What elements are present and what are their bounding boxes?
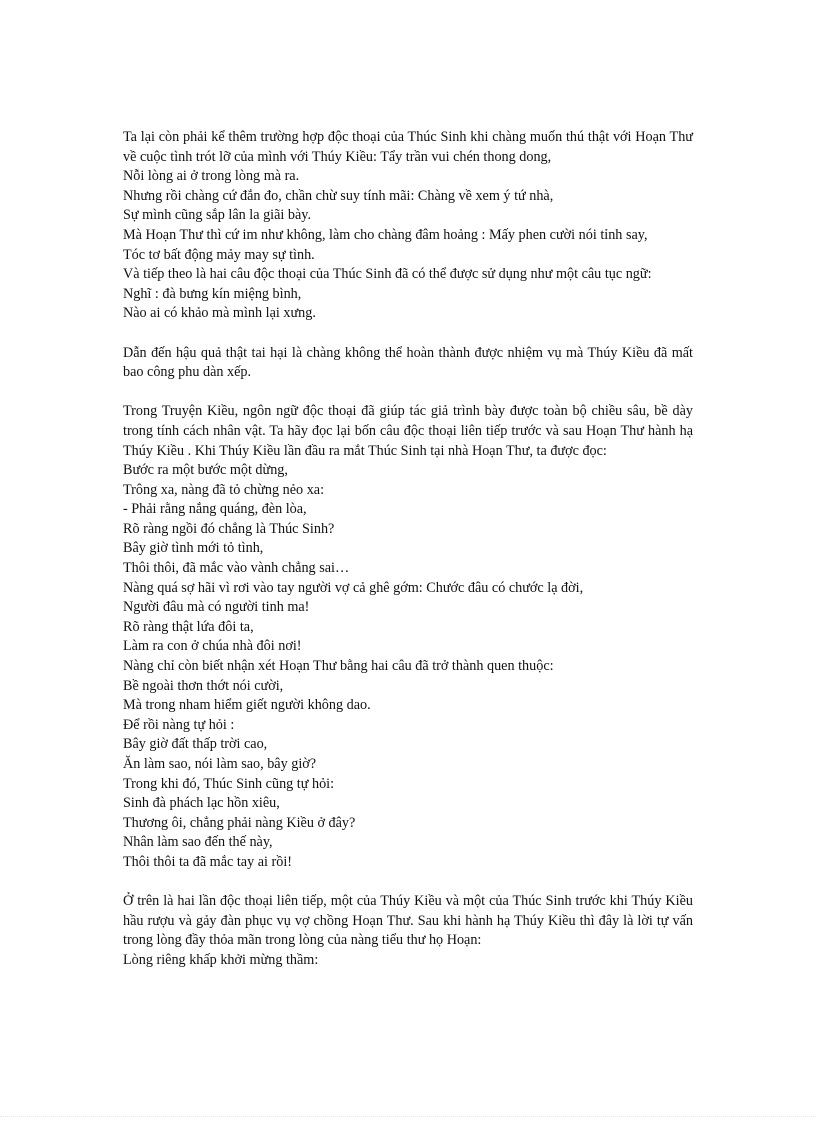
verse-line: Thôi thôi, đã mắc vào vành chẳng sai… (123, 560, 350, 577)
verse-line: Nghĩ : đà bưng kín miệng bình, (123, 285, 302, 302)
paragraph-gap (123, 383, 693, 403)
verse-line: Người đâu mà có người tinh ma! (123, 599, 310, 616)
verse-line: Thôi thôi ta đã mắc tay ai rồi! (123, 853, 293, 870)
paragraph-gap (123, 324, 693, 344)
verse-line: - Phải rằng nắng quáng, đèn lòa, (123, 501, 307, 518)
verse-line: Trông xa, nàng đã tỏ chừng nẻo xa: (123, 481, 325, 498)
text-line: Nhưng rồi chàng cứ đắn đo, chần chừ suy tính mãi: Chàng về xem ý tứ nhà, (123, 187, 554, 204)
verse-line: Bề ngoài thơn thớt nói cười, (123, 677, 284, 694)
paragraph-gap (123, 873, 693, 893)
page-bottom-rule (0, 1116, 816, 1117)
paragraph: Và tiếp theo là hai câu độc thoại của Thúc Sinh đã có thể được sử dụng như một câu tục ngữ: (123, 266, 652, 283)
verse-line: Rõ ràng thật lứa đôi ta, (123, 618, 254, 635)
verse-line: Mà trong nham hiểm giết người không dao. (123, 697, 371, 714)
verse-line: Thương ôi, chẳng phải nàng Kiều ở đây? (123, 814, 356, 831)
text-line: Nàng quá sợ hãi vì rơi vào tay người vợ cả ghê gớm: Chước đâu có chước lạ đời, (123, 579, 584, 596)
verse-line: Sự mình cũng sắp lân la giãi bày. (123, 207, 312, 224)
verse-line: Bước ra một bước một dừng, (123, 462, 288, 479)
verse-line: Nào ai có khảo mà mình lại xưng. (123, 305, 316, 322)
section-consequence (123, 344, 693, 383)
text-line: Nàng chỉ còn biết nhận xét Hoạn Thư bằng hai câu đã trở thành quen thuộc: (123, 658, 554, 675)
verse-line: Nhân làm sao đến thế này, (123, 834, 273, 851)
section-hoan-thu (123, 892, 693, 970)
section-four-monologues (123, 402, 693, 872)
verse-line: Làm ra con ở chúa nhà đôi nơi! (123, 638, 302, 655)
verse-line: Ăn làm sao, nói làm sao, bây giờ? (123, 756, 317, 772)
verse-line: Bây giờ tình mới tỏ tình, (123, 540, 264, 557)
paragraph: Ở trên là hai lần độc thoại liên tiếp, một của Thúy Kiều và một của Thúc Sinh trước khi Thúy Kiều hầu rượu và gảy đàn phục vụ vợ chồng Hoạn Thư. Sau khi hành hạ Thúy Kiều thì đây là lời tự vấn trong lòng đầy thỏa mãn trong lòng của nàng tiểu thư họ Hoạn: (123, 893, 693, 949)
paragraph: Mà Hoạn Thư thì cứ im như không, làm cho chàng đâm hoảng : Mấy phen cười nói tỉnh say, (123, 226, 648, 243)
paragraph: Dẫn đến hậu quả thật tai hại là chàng không thể hoàn thành được nhiệm vụ mà Thúy Kiều đã mất bao công phu dàn xếp. (123, 344, 693, 381)
text-line: Để rồi nàng tự hỏi : (123, 716, 235, 733)
paragraph: Trong Truyện Kiều, ngôn ngữ độc thoại đã giúp tác giả trình bày được toàn bộ chiều sâu, bề dày trong tính cách nhân vật. Ta hãy đọc lại bốn câu độc thoại liên tiếp trước và sau Hoạn Thư hành hạ Thúy Kiều . Khi Thúy Kiều lần đầu ra mắt Thúc Sinh tại nhà Hoạn Thư, ta được đọc: (123, 403, 693, 459)
section-thuc-sinh-monologue (123, 128, 693, 324)
document-body (123, 128, 693, 971)
verse-line: Rõ ràng ngồi đó chẳng là Thúc Sinh? (123, 520, 335, 537)
verse-line: Nỗi lòng ai ở trong lòng mà ra. (123, 168, 300, 185)
text-line: Trong khi đó, Thúc Sinh cũng tự hỏi: (123, 775, 335, 792)
verse-line: Lòng riêng khấp khởi mừng thầm: (123, 951, 319, 968)
verse-line: Tóc tơ bất động mảy may sự tình. (123, 246, 315, 263)
verse-line: Bây giờ đất thấp trời cao, (123, 736, 268, 753)
verse-line: Sinh đà phách lạc hồn xiêu, (123, 795, 280, 812)
paragraph: Ta lại còn phải kể thêm trường hợp độc thoại của Thúc Sinh khi chàng muốn thú thật với Hoạn Thư về cuộc tình trót lỡ của mình với Thúy Kiều: Tẩy trần vui chén thong dong, (123, 129, 693, 165)
